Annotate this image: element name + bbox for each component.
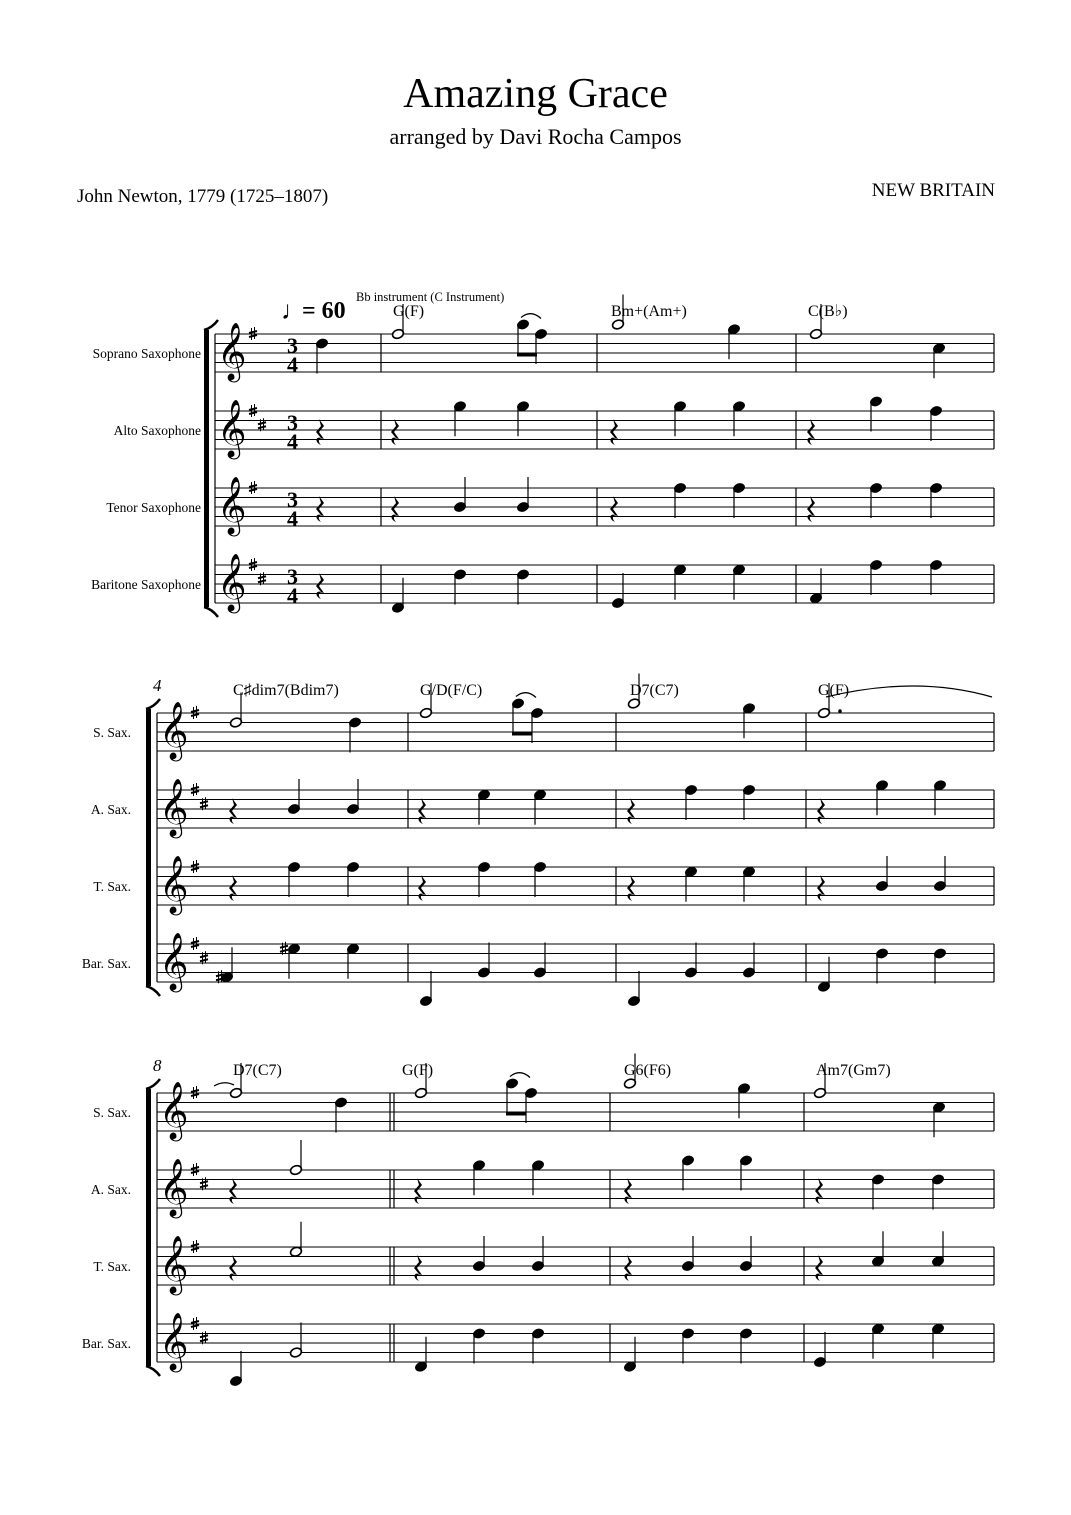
treble-clef-icon: 𝄞 — [159, 702, 189, 758]
note — [933, 779, 946, 815]
system-bracket — [146, 1089, 151, 1366]
treble-clef-icon: 𝄞 — [217, 323, 247, 379]
note — [732, 400, 745, 436]
instrument-name: Baritone Saxophone — [91, 577, 201, 592]
note — [813, 1332, 826, 1368]
note — [684, 943, 697, 979]
note — [516, 569, 529, 605]
measure-number: 8 — [153, 1056, 162, 1075]
system-bracket — [146, 709, 151, 986]
instrument-name: Alto Saxophone — [113, 423, 201, 438]
note — [477, 943, 490, 979]
note — [623, 1337, 636, 1373]
slur — [510, 1073, 530, 1078]
quarter-rest-icon — [229, 798, 237, 824]
note — [419, 971, 432, 1007]
note — [472, 1236, 485, 1272]
chord-symbol: G6(F6) — [624, 1062, 672, 1079]
note — [869, 396, 882, 432]
note — [477, 861, 490, 897]
quarter-rest-icon — [316, 419, 324, 445]
chord-symbol: G/D(F/C) — [420, 682, 483, 699]
note — [289, 1323, 302, 1359]
treble-clef-icon: 𝄞 — [217, 400, 247, 456]
note — [229, 1351, 242, 1387]
beam — [512, 732, 532, 736]
quarter-rest-icon — [229, 875, 237, 901]
chord-symbol: C♯dim7(Bdim7) — [233, 682, 339, 699]
score-title: Amazing Grace — [403, 71, 668, 117]
note — [739, 1328, 752, 1364]
time-signature-bottom: 4 — [287, 352, 298, 377]
beam — [517, 353, 537, 357]
note — [931, 1174, 944, 1210]
quarter-rest-icon — [815, 1255, 823, 1281]
note — [817, 957, 830, 993]
note — [871, 1323, 884, 1359]
note — [931, 1231, 944, 1267]
note — [932, 1101, 945, 1137]
chord-symbol: D7(C7) — [233, 1062, 282, 1079]
instrument-name: Tenor Saxophone — [106, 500, 201, 515]
quarter-rest-icon — [627, 875, 635, 901]
instrument-short-name: T. Sax. — [93, 1259, 131, 1274]
instrument-short-name: Bar. Sax. — [81, 1336, 131, 1351]
instrument-short-name: A. Sax. — [90, 1182, 131, 1197]
note — [505, 1078, 518, 1114]
time-signature-bottom: 4 — [287, 506, 298, 531]
treble-clef-icon: 𝄞 — [217, 477, 247, 533]
note — [684, 866, 697, 902]
chord-symbol: G(F) — [393, 303, 425, 320]
note — [516, 319, 529, 355]
quarter-rest-icon — [610, 419, 618, 445]
note — [742, 866, 755, 902]
note — [875, 856, 888, 892]
quarter-rest-icon — [610, 496, 618, 522]
bracket-hook — [146, 986, 160, 996]
quarter-rest-icon — [815, 1178, 823, 1204]
note — [453, 400, 466, 436]
note — [869, 482, 882, 518]
note — [742, 943, 755, 979]
note — [533, 861, 546, 897]
quarter-rest-icon — [624, 1255, 632, 1281]
bracket-hook — [146, 1079, 160, 1089]
instrument-short-name: Bar. Sax. — [81, 956, 131, 971]
system-bracket — [204, 330, 209, 607]
note — [334, 1097, 347, 1133]
note — [530, 707, 543, 743]
note — [287, 861, 300, 897]
note — [739, 1236, 752, 1272]
instrument-short-name: T. Sax. — [93, 879, 131, 894]
note — [673, 400, 686, 436]
note — [673, 482, 686, 518]
quarter-rest-icon — [418, 875, 426, 901]
instrument-short-name: A. Sax. — [90, 802, 131, 817]
quarter-rest-icon — [817, 798, 825, 824]
note — [511, 698, 524, 734]
note — [929, 559, 942, 595]
note — [742, 702, 755, 738]
note — [531, 1159, 544, 1195]
chord-symbol: Bm+(Am+) — [611, 303, 687, 320]
chord-symbol: C(B♭) — [808, 303, 848, 320]
note — [414, 1337, 427, 1373]
quarter-rest-icon — [807, 419, 815, 445]
note — [346, 861, 359, 897]
note — [673, 564, 686, 600]
tie — [214, 1083, 234, 1086]
time-signature-bottom: 4 — [287, 429, 298, 454]
tempo-marking: = 60 — [302, 298, 346, 324]
note — [871, 1174, 884, 1210]
note — [742, 784, 755, 820]
poet-credit: John Newton, 1779 (1725–1807) — [77, 186, 329, 207]
note — [533, 789, 546, 825]
bracket-hook — [146, 699, 160, 709]
note — [289, 1222, 302, 1258]
quarter-rest-icon — [414, 1178, 422, 1204]
note — [929, 482, 942, 518]
note — [809, 568, 822, 604]
note — [739, 1155, 752, 1191]
treble-clef-icon: 𝄞 — [159, 1313, 189, 1369]
note — [684, 784, 697, 820]
score-subtitle: arranged by Davi Rocha Campos — [389, 124, 682, 149]
note — [346, 779, 359, 815]
note — [453, 477, 466, 513]
treble-clef-icon: 𝄞 — [159, 1236, 189, 1292]
note — [732, 564, 745, 600]
treble-clef-icon: 𝄞 — [159, 856, 189, 912]
note — [453, 569, 466, 605]
note — [871, 1231, 884, 1267]
tempo-note-icon: ♩ — [281, 296, 307, 325]
quarter-rest-icon — [414, 1255, 422, 1281]
slur — [516, 693, 536, 698]
note — [875, 779, 888, 815]
quarter-rest-icon — [817, 875, 825, 901]
instrument-name: Soprano Saxophone — [92, 346, 201, 361]
treble-clef-icon: 𝄞 — [159, 779, 189, 835]
note — [611, 573, 624, 609]
note — [287, 943, 300, 979]
time-signature-top: 3 — [287, 333, 298, 358]
instrument-short-name: S. Sax. — [93, 725, 131, 740]
note — [627, 971, 640, 1007]
note — [727, 323, 740, 359]
note — [929, 405, 942, 441]
note — [531, 1328, 544, 1364]
quarter-rest-icon — [627, 798, 635, 824]
note — [534, 328, 547, 364]
note — [516, 400, 529, 436]
slur — [826, 686, 992, 697]
note — [516, 477, 529, 513]
bracket-hook — [204, 607, 218, 617]
note — [315, 338, 328, 374]
quarter-rest-icon — [316, 496, 324, 522]
tune-name: NEW BRITAIN — [871, 180, 995, 201]
dot — [838, 709, 842, 713]
chord-symbol: G(F) — [402, 1062, 434, 1079]
note — [681, 1328, 694, 1364]
slur — [521, 314, 541, 319]
quarter-rest-icon — [418, 798, 426, 824]
note — [933, 948, 946, 984]
note — [348, 717, 361, 753]
note — [732, 482, 745, 518]
note — [472, 1159, 485, 1195]
treble-clef-icon: 𝄞 — [217, 554, 247, 610]
time-signature-top: 3 — [287, 487, 298, 512]
treble-clef-icon: 𝄞 — [159, 1159, 189, 1215]
note — [737, 1082, 750, 1118]
note — [289, 1140, 302, 1176]
note — [681, 1155, 694, 1191]
note — [346, 943, 359, 979]
time-signature-bottom: 4 — [287, 583, 298, 608]
time-signature-top: 3 — [287, 410, 298, 435]
quarter-rest-icon — [316, 573, 324, 599]
quarter-rest-icon — [229, 1178, 237, 1204]
quarter-rest-icon — [807, 496, 815, 522]
note — [681, 1236, 694, 1272]
note — [472, 1328, 485, 1364]
chord-symbol: D7(C7) — [630, 682, 679, 699]
note — [933, 856, 946, 892]
measure-number: 4 — [153, 676, 162, 695]
note — [931, 1323, 944, 1359]
treble-clef-icon: 𝄞 — [159, 933, 189, 989]
quarter-rest-icon — [391, 496, 399, 522]
quarter-rest-icon — [624, 1178, 632, 1204]
note — [391, 578, 404, 614]
note — [533, 943, 546, 979]
bracket-hook — [204, 320, 218, 330]
note — [932, 342, 945, 378]
bracket-hook — [146, 1366, 160, 1376]
quarter-rest-icon — [391, 419, 399, 445]
quarter-rest-icon — [229, 1255, 237, 1281]
beam — [506, 1112, 526, 1116]
note — [287, 779, 300, 815]
chord-symbol: Am7(Gm7) — [816, 1062, 891, 1079]
note — [477, 789, 490, 825]
time-signature-top: 3 — [287, 564, 298, 589]
instrument-note: Bb instrument (C Instrument) — [356, 290, 505, 304]
instrument-short-name: S. Sax. — [93, 1105, 131, 1120]
note — [869, 559, 882, 595]
chord-symbol: G(F) — [818, 682, 850, 699]
note — [524, 1087, 537, 1123]
treble-clef-icon: 𝄞 — [159, 1082, 189, 1138]
note — [531, 1236, 544, 1272]
note — [875, 948, 888, 984]
